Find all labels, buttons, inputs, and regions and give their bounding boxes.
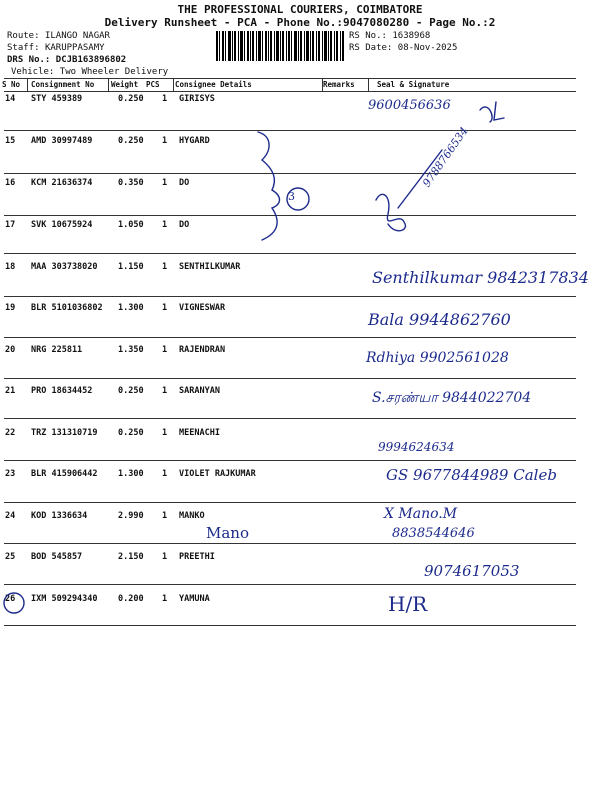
table-top-rule xyxy=(4,78,576,79)
row-sno: 20 xyxy=(5,345,16,355)
row-consignee: GIRISYS xyxy=(179,94,215,104)
col-header-consignment: Consignment No xyxy=(31,80,95,89)
row-sno: 23 xyxy=(5,469,16,479)
row-consignment: BLR 415906442 xyxy=(31,469,98,479)
row-weight: 1.150 xyxy=(118,262,144,272)
col-header-sno: S No xyxy=(2,80,21,89)
row-consignee: VIGNESWAR xyxy=(179,303,226,313)
column-divider xyxy=(27,79,28,91)
signature-row14: 9600456636 xyxy=(368,98,451,113)
signature-row25: 9074617053 xyxy=(424,562,520,580)
rs-date-value: 08-Nov-2025 xyxy=(397,43,458,53)
row-rule xyxy=(4,253,576,254)
row-weight: 0.250 xyxy=(118,94,144,104)
drs-line xyxy=(7,55,126,65)
vehicle-line xyxy=(11,67,168,77)
row-sno: 22 xyxy=(5,428,16,438)
row-consignment: SVK 10675924 xyxy=(31,220,93,230)
signature-rows15-17: 9788766534 xyxy=(420,124,471,190)
signature-row19: Bala 9944862760 xyxy=(368,310,511,329)
row-consignee: MANKO xyxy=(179,511,205,521)
row-consignee: YAMUNA xyxy=(179,594,210,604)
row-rule xyxy=(4,460,576,461)
rs-no-label: RS No.: xyxy=(349,31,387,41)
row-rule xyxy=(4,296,576,297)
bracket-count: 3 xyxy=(288,190,295,203)
rs-no-line xyxy=(349,31,430,41)
row-sno: 19 xyxy=(5,303,16,313)
staff-value: KARUPPASAMY xyxy=(44,43,105,53)
row-rule xyxy=(4,625,576,626)
row-weight: 0.250 xyxy=(118,136,144,146)
row-weight: 1.300 xyxy=(118,303,144,313)
phone-row24: 8838544646 xyxy=(392,526,475,541)
row-consignment: MAA 303738020 xyxy=(31,262,98,272)
signature-row26: H/R xyxy=(388,592,428,616)
col-header-remarks: Remarks xyxy=(323,80,355,89)
row-sno: 18 xyxy=(5,262,16,272)
row-pcs: 1 xyxy=(162,552,168,562)
vehicle-value: Two Wheeler Delivery xyxy=(59,67,169,77)
row-consignment: IXM 509294340 xyxy=(31,594,98,604)
row-consignee: RAJENDRAN xyxy=(179,345,226,355)
row-sno: 26 xyxy=(5,594,16,604)
row-consignee: DO xyxy=(179,178,190,188)
rs-no-value: 1638968 xyxy=(392,31,431,41)
row-sno: 25 xyxy=(5,552,16,562)
row-sno: 17 xyxy=(5,220,16,230)
row-rule xyxy=(4,215,576,216)
route-label: Route: xyxy=(7,31,40,41)
barcode-image xyxy=(216,31,344,61)
signature-row22: 9994624634 xyxy=(378,440,455,454)
row-rule xyxy=(4,337,576,338)
row-weight: 1.350 xyxy=(118,345,144,355)
row-rule xyxy=(4,130,576,131)
staff-line xyxy=(7,43,105,53)
row-weight: 0.200 xyxy=(118,594,144,604)
row-consignee: SENTHILKUMAR xyxy=(179,262,241,272)
row-weight: 0.250 xyxy=(118,386,144,396)
route-line xyxy=(7,31,110,41)
row-consignment: KOD 1336634 xyxy=(31,511,88,521)
column-divider xyxy=(108,79,109,91)
row-pcs: 1 xyxy=(162,386,168,396)
handwritten-name-row24: Mano xyxy=(206,524,249,542)
row-rule xyxy=(4,418,576,419)
row-rule xyxy=(4,543,576,544)
row-pcs: 1 xyxy=(162,594,168,604)
row-pcs: 1 xyxy=(162,428,168,438)
row-weight: 2.150 xyxy=(118,552,144,562)
column-divider xyxy=(173,79,174,91)
row-weight: 0.350 xyxy=(118,178,144,188)
col-header-weight: Weight xyxy=(111,80,139,89)
row-consignment: KCM 21636374 xyxy=(31,178,93,188)
drs-value: DCJB163896802 xyxy=(55,55,127,65)
row-pcs: 1 xyxy=(162,262,168,272)
row-consignment: AMD 30997489 xyxy=(31,136,93,146)
vehicle-label: Vehicle: xyxy=(11,67,55,77)
row-consignment: PRO 18634452 xyxy=(31,386,93,396)
signature-row20: Rdhiya 9902561028 xyxy=(366,350,509,366)
row-sno: 16 xyxy=(5,178,16,188)
table-row xyxy=(0,591,600,633)
row-sno: 15 xyxy=(5,136,16,146)
signature-row18: Senthilkumar 9842317834 xyxy=(372,268,589,287)
table-row xyxy=(0,175,600,217)
table-row xyxy=(0,91,600,133)
signature-row23: GS 9677844989 Caleb xyxy=(386,466,557,484)
table-row xyxy=(0,133,600,175)
row-sno: 21 xyxy=(5,386,16,396)
row-consignee: HYGARD xyxy=(179,136,210,146)
rs-date-line xyxy=(349,43,457,53)
row-weight: 0.250 xyxy=(118,428,144,438)
row-consignee: DO xyxy=(179,220,190,230)
row-pcs: 1 xyxy=(162,469,168,479)
row-pcs: 1 xyxy=(162,178,168,188)
row-pcs: 1 xyxy=(162,136,168,146)
row-rule xyxy=(4,378,576,379)
row-consignee: MEENACHI xyxy=(179,428,220,438)
col-header-seal: Seal & Signature xyxy=(377,80,450,89)
col-header-consignee: Consignee Details xyxy=(175,80,252,89)
row-sno: 24 xyxy=(5,511,16,521)
row-pcs: 1 xyxy=(162,94,168,104)
signature-row21: S.சரண்யா 9844022704 xyxy=(372,390,532,406)
rs-date-label: RS Date: xyxy=(349,43,393,53)
row-consignee: VIOLET RAJKUMAR xyxy=(179,469,256,479)
row-consignment: BLR 5101036802 xyxy=(31,303,103,313)
row-pcs: 1 xyxy=(162,303,168,313)
route-value: ILANGO NAGAR xyxy=(44,31,110,41)
row-consignment: BOD 545857 xyxy=(31,552,83,562)
row-consignee: SARANYAN xyxy=(179,386,220,396)
row-rule xyxy=(4,502,576,503)
row-rule xyxy=(4,173,576,174)
signature-row24: X Mano.M xyxy=(384,506,458,522)
document-subtitle: Delivery Runsheet - PCA - Phone No.:9047080280 - Page No.:2 xyxy=(104,16,496,29)
row-pcs: 1 xyxy=(162,220,168,230)
column-divider xyxy=(368,79,369,91)
row-pcs: 1 xyxy=(162,511,168,521)
row-weight: 1.050 xyxy=(118,220,144,230)
row-consignment: TRZ 131310719 xyxy=(31,428,98,438)
row-consignee: PREETHI xyxy=(179,552,215,562)
row-consignment: NRG 225811 xyxy=(31,345,83,355)
staff-label: Staff: xyxy=(7,43,40,53)
drs-label: DRS No.: xyxy=(7,55,51,65)
row-consignment: STY 459389 xyxy=(31,94,83,104)
row-weight: 2.990 xyxy=(118,511,144,521)
col-header-pcs: PCS xyxy=(146,80,160,89)
row-rule xyxy=(4,584,576,585)
document-title: THE PROFESSIONAL COURIERS, COIMBATORE xyxy=(177,3,423,16)
row-sno: 14 xyxy=(5,94,16,104)
row-pcs: 1 xyxy=(162,345,168,355)
row-weight: 1.300 xyxy=(118,469,144,479)
